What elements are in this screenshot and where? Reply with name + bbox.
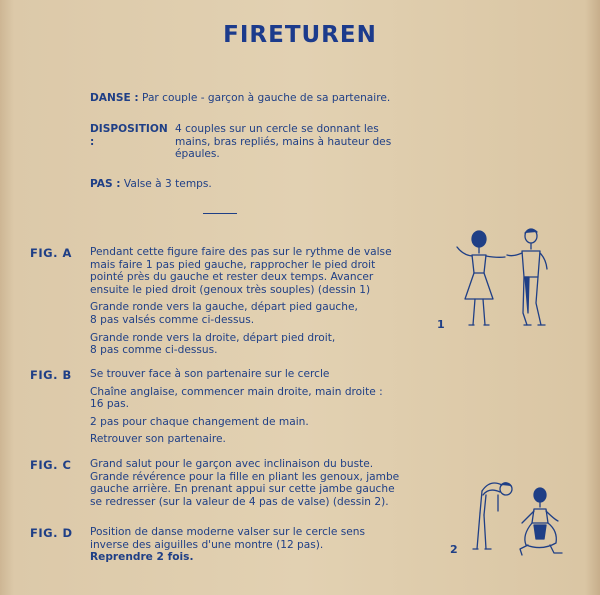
couple-holding-hands-icon bbox=[445, 225, 555, 340]
danse-text: Par couple - garçon à gauche de sa partenaire. bbox=[142, 92, 391, 104]
page-title: FIRETUREN bbox=[223, 22, 377, 48]
disposition-text bbox=[175, 123, 425, 161]
fig-paragraph: Grande ronde vers la droite, départ pied droit, 8 pas comme ci-dessus. bbox=[90, 331, 336, 357]
fig-paragraph: Retrouver son partenaire. bbox=[90, 433, 226, 446]
fig-paragraph: Se trouver face à son partenaire sur le cercle bbox=[90, 368, 330, 380]
pas-label: PAS : bbox=[90, 178, 121, 190]
fig-a-label: FIG. A bbox=[30, 246, 72, 260]
fig-b-text bbox=[90, 368, 420, 451]
fig-paragraph: Chaîne anglaise, commencer main droite, main droite : 16 pas. bbox=[90, 385, 383, 411]
fig-d-emphasis: Reprendre 2 fois. bbox=[90, 551, 194, 564]
disposition-line: épaules. bbox=[175, 148, 220, 161]
fig-b-label: FIG. B bbox=[30, 368, 72, 382]
section-divider bbox=[203, 213, 237, 214]
fig-paragraph: Grand salut pour le garçon avec inclinaison du buste. Grande révérence pour la fille en pliant les genoux, jambe gauche arrière. En prenant appui sur cette jambe gauche se redresser (sur la valeur de 4 pas de valse) (dessin 2). bbox=[90, 458, 400, 508]
disposition-label-wrap bbox=[90, 123, 170, 148]
fig-paragraph: Pendant cette figure faire des pas sur le rythme de valse mais faire 1 pas pied gauche, rapprocher le pied droit pointé près du gauche et rester deux temps. Avancer ensuite le pied droit (genoux très souples) (dessin 1) bbox=[90, 246, 392, 296]
danse-section bbox=[90, 92, 450, 105]
pas-text: Valse à 3 temps. bbox=[123, 178, 212, 190]
fig-c-text bbox=[90, 458, 425, 513]
bow-and-curtsy-icon bbox=[462, 465, 570, 565]
fig-paragraph: 2 pas pour chaque changement de main. bbox=[90, 415, 309, 428]
fig-paragraph: Position de danse moderne valser sur le cercle sens inverse des aiguilles d'une montre (12 pas). Reprendre 2 fois. bbox=[90, 526, 366, 564]
drawing-2-number: 2 bbox=[450, 543, 458, 556]
fig-d-text bbox=[90, 526, 420, 564]
danse-label: DANSE : bbox=[90, 92, 139, 104]
pas-section bbox=[90, 178, 390, 191]
disposition-line: 4 couples sur un cercle se donnant les bbox=[175, 123, 379, 135]
fig-paragraph: Grande ronde vers la gauche, départ pied gauche, 8 pas valsés comme ci-dessus. bbox=[90, 301, 358, 326]
disposition-line: mains, bras repliés, mains à hauteur des bbox=[175, 135, 392, 148]
fig-d-label: FIG. D bbox=[30, 526, 73, 540]
drawing-1-number: 1 bbox=[437, 318, 445, 331]
disposition-label: DISPOSITION : bbox=[90, 123, 168, 148]
fig-a-text bbox=[90, 246, 420, 362]
fig-c-label: FIG. C bbox=[30, 458, 72, 472]
